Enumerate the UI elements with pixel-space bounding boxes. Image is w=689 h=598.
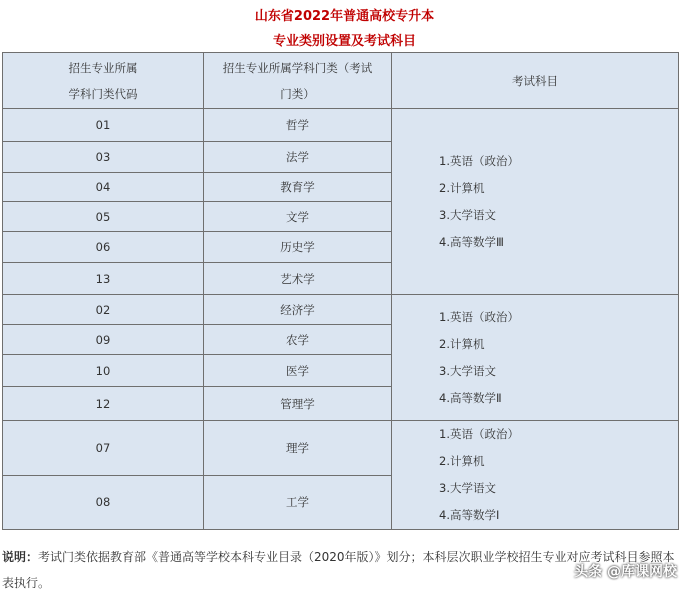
note-label: 说明： <box>2 550 39 564</box>
header-code-line2: 学科门类代码 <box>68 86 138 101</box>
code-cell: 12 <box>3 387 204 421</box>
code-cell: 09 <box>3 325 204 355</box>
code-cell: 07 <box>3 421 204 476</box>
subjects-cell-group1 <box>392 109 679 295</box>
category-cell: 文学 <box>204 202 392 232</box>
subject-item: 4.高等数学Ⅱ <box>439 390 502 405</box>
category-cell: 经济学 <box>204 295 392 325</box>
page-title: 山东省2022年普通高校专升本 <box>254 9 435 24</box>
subject-item: 2.计算机 <box>439 180 485 195</box>
subject-item: 3.大学语文 <box>439 481 496 495</box>
subject-item: 3.大学语文 <box>439 363 496 378</box>
category-cell: 艺术学 <box>204 263 392 295</box>
code-cell: 01 <box>3 109 204 142</box>
category-cell: 医学 <box>204 355 392 387</box>
subject-item: 1.英语（政治） <box>439 427 519 441</box>
category-cell: 理学 <box>204 421 392 476</box>
subject-item: 4.高等数学Ⅰ <box>439 508 500 522</box>
table-row <box>3 295 679 325</box>
table-row <box>3 421 679 476</box>
category-cell: 哲学 <box>204 109 392 142</box>
subject-item: 3.大学语文 <box>439 207 496 222</box>
exam-subjects-table <box>2 52 679 530</box>
subject-item: 1.英语（政治） <box>439 153 519 168</box>
code-cell: 10 <box>3 355 204 387</box>
table-header-row <box>3 53 679 109</box>
code-cell: 13 <box>3 263 204 295</box>
code-cell: 04 <box>3 173 204 202</box>
code-cell: 02 <box>3 295 204 325</box>
subject-item: 2.计算机 <box>439 454 485 468</box>
code-cell: 08 <box>3 475 204 530</box>
category-cell: 管理学 <box>204 387 392 421</box>
header-subjects: 考试科目 <box>392 53 679 109</box>
header-category <box>204 53 392 109</box>
header-category-line2: 门类） <box>280 86 315 101</box>
category-cell: 工学 <box>204 475 392 530</box>
note-text: 考试门类依据教育部《普通高等学校本科专业目录（2020年版）》划分；本科层次职业学校招生专业对应考试科目参照本表执行。 <box>2 550 675 590</box>
subject-item: 1.英语（政治） <box>439 309 519 324</box>
category-cell: 历史学 <box>204 232 392 263</box>
category-cell: 农学 <box>204 325 392 355</box>
category-cell: 法学 <box>204 142 392 173</box>
code-cell: 06 <box>3 232 204 263</box>
header-category-line1: 招生专业所属学科门类（考试 <box>222 60 373 75</box>
page-subtitle: 专业类别设置及考试科目 <box>272 34 416 49</box>
subjects-cell-group3 <box>392 421 679 530</box>
code-cell: 03 <box>3 142 204 173</box>
header-code <box>3 53 204 109</box>
subject-item: 4.高等数学Ⅲ <box>439 234 504 249</box>
code-cell: 05 <box>3 202 204 232</box>
subjects-cell-group2 <box>392 295 679 421</box>
table-row <box>3 109 679 142</box>
watermark: 头条 @库课网校 <box>574 564 677 580</box>
category-cell: 教育学 <box>204 173 392 202</box>
subject-item: 2.计算机 <box>439 336 485 351</box>
header-code-line1: 招生专业所属 <box>68 60 138 75</box>
